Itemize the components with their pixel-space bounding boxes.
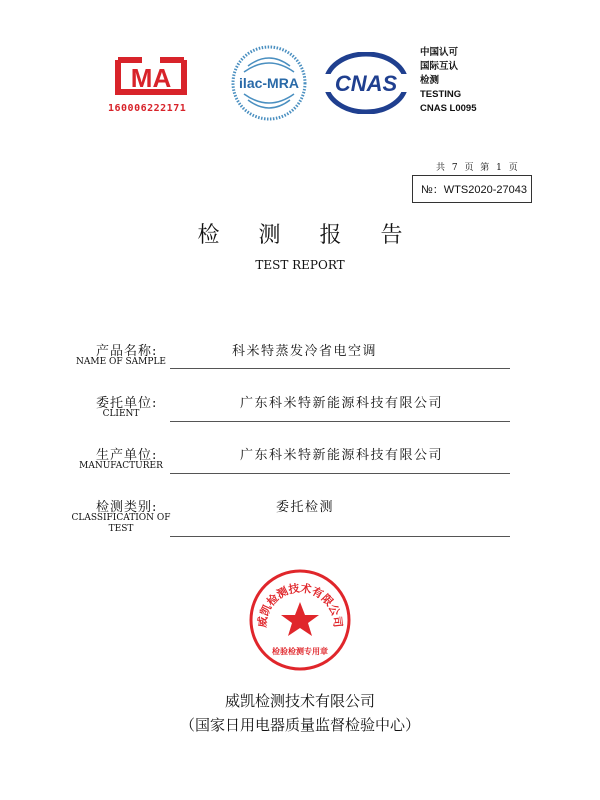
sample-name-label-en: NAME OF SAMPLE: [76, 357, 166, 367]
sample-name-value: 科米特蒸发冷省电空调: [232, 344, 378, 359]
svg-text:威凯检测技术有限公司: 威凯检测技术有限公司: [255, 581, 345, 629]
client-label-en: CLIENT: [102, 409, 140, 419]
svg-text:MA: MA: [130, 63, 172, 93]
field-underline: [170, 368, 510, 369]
organization-name: 威凯检测技术有限公司: [224, 692, 375, 710]
svg-text:检验检测专用章: 检验检测专用章: [272, 647, 328, 656]
classification-label: 检测类别:: [96, 500, 158, 515]
ilac-mra-logo: [230, 44, 308, 122]
cma-logo: [112, 54, 190, 98]
client-label: 委托单位:: [96, 396, 158, 411]
manufacturer-value: 广东科米特新能源科技有限公司: [240, 448, 444, 463]
report-title: 检 测 报 告: [197, 223, 419, 248]
cnas-caption-line: 检测: [420, 75, 440, 86]
svg-text:CNAS: CNAS: [334, 71, 398, 96]
cnas-logo: [322, 52, 410, 114]
organization-alt-name: （国家日用电器质量监督检验中心）: [179, 716, 420, 734]
classification-value: 委托检测: [276, 500, 335, 515]
svg-text:ilac-MRA: ilac-MRA: [239, 75, 299, 91]
cnas-caption: [420, 46, 477, 116]
field-underline: [170, 536, 510, 537]
field-underline: [170, 421, 510, 422]
page-count: 共 7 页 第 1 页: [436, 163, 520, 173]
report-number: №：WTS2020-27043: [412, 175, 532, 203]
cnas-caption-line: TESTING: [420, 89, 462, 100]
official-seal: [248, 568, 352, 672]
manufacturer-label-en: MANUFACTURER: [79, 461, 163, 471]
cnas-caption-line: 国际互认: [420, 61, 459, 72]
sample-name-label: 产品名称:: [96, 344, 158, 359]
manufacturer-label: 生产单位:: [96, 448, 158, 463]
field-underline: [170, 473, 510, 474]
cnas-caption-line: CNAS L0095: [420, 103, 477, 114]
classification-label-en: CLASSIFICATION OF TEST: [71, 513, 171, 534]
cma-number: 160006222171: [108, 103, 187, 114]
client-value: 广东科米特新能源科技有限公司: [240, 396, 444, 411]
report-subtitle: TEST REPORT: [255, 258, 345, 272]
cnas-caption-line: 中国认可: [420, 47, 459, 58]
